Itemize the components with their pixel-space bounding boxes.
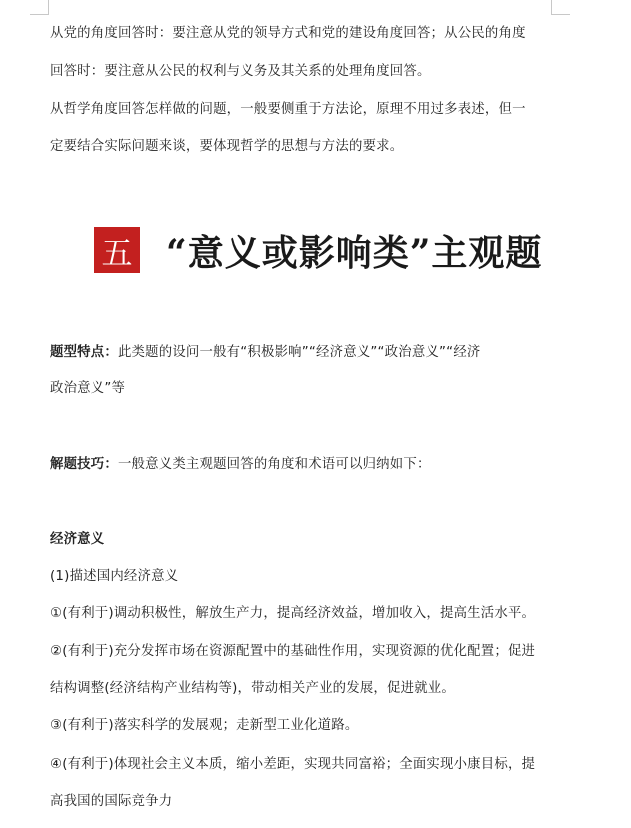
intro-line-3: 从哲学角度回答怎样做的问题，一般要侧重于方法论，原理不用过多表述，但一 bbox=[50, 102, 526, 117]
economic-item-2-line-1: ②(有利于)充分发挥市场在资源配置中的基础性作用，实现资源的优化配置；促进 bbox=[50, 644, 536, 659]
intro-line-1: 从党的角度回答时：要注意从党的领导方式和党的建设角度回答；从公民的角度 bbox=[50, 26, 526, 41]
economic-item-4-line-1: ④(有利于)体现社会主义本质，缩小差距，实现共同富裕；全面实现小康目标，提 bbox=[50, 757, 536, 772]
economic-item-1: ①(有利于)调动积极性，解放生产力，提高经济效益，增加收入，提高生活水平。 bbox=[50, 606, 536, 621]
features-text-1: 此类题的设问一般有“积极影响”“经济意义”“政治意义”“经济 bbox=[117, 345, 481, 360]
economic-sub-1: (1)描述国内经济意义 bbox=[50, 569, 179, 584]
crop-mark-right bbox=[551, 0, 570, 15]
section-title: “意义或影响类”主观题 bbox=[166, 231, 543, 274]
features-paragraph bbox=[50, 343, 481, 363]
intro-line-2: 回答时：要注意从公民的权利与义务及其关系的处理角度回答。 bbox=[50, 64, 431, 79]
section-number-badge: 五 bbox=[94, 227, 140, 273]
economic-item-2-line-2: 结构调整(经济结构产业结构等)，带动相关产业的发展，促进就业。 bbox=[50, 681, 455, 696]
economic-heading: 经济意义 bbox=[50, 532, 105, 547]
economic-item-3: ③(有利于)落实科学的发展观；走新型工业化道路。 bbox=[50, 718, 359, 733]
tips-text: 一般意义类主观题回答的角度和术语可以归纳如下： bbox=[117, 457, 431, 472]
tips-label: 解题技巧： bbox=[50, 457, 118, 472]
crop-mark-left bbox=[30, 0, 49, 15]
tips-paragraph bbox=[50, 455, 431, 475]
section-heading bbox=[94, 226, 542, 274]
intro-line-4: 定要结合实际问题来谈，要体现哲学的思想与方法的要求。 bbox=[50, 139, 404, 154]
features-text-2: 政治意义”等 bbox=[50, 381, 126, 396]
economic-item-4-line-2: 高我国的国际竞争力 bbox=[50, 794, 173, 809]
features-label: 题型特点： bbox=[50, 345, 118, 360]
